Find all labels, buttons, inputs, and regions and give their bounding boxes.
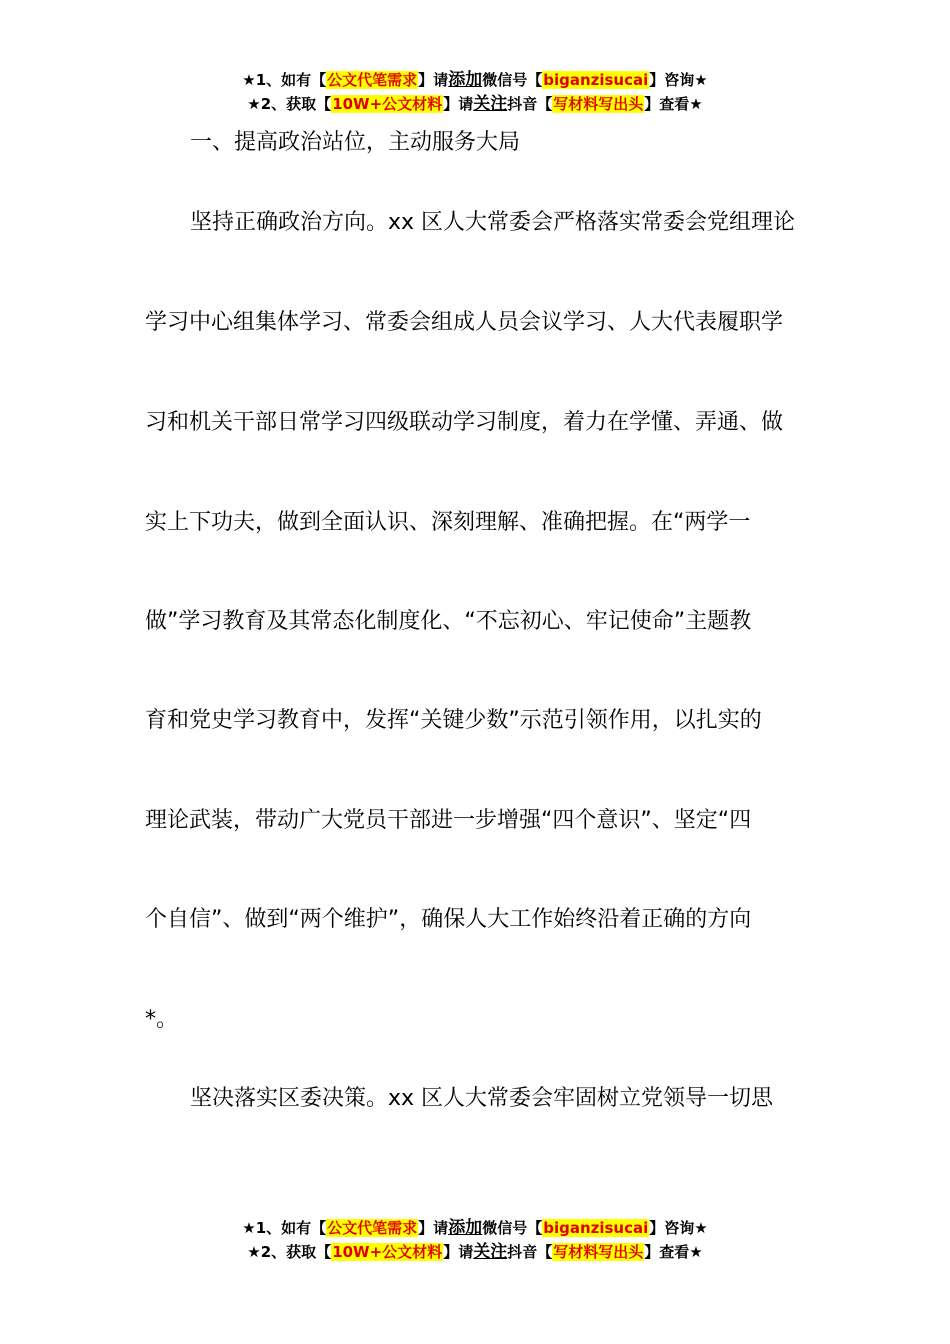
banner-text: ★2、获取【: [247, 95, 332, 113]
banner-text: 】查看★: [644, 95, 703, 113]
paragraph-line: 理论武装，带动广大党员干部进一步增强“四个意识”、坚定“四: [145, 808, 752, 833]
paragraph-line: *。: [145, 1007, 179, 1032]
highlight-douyin: 写材料写出头: [553, 95, 644, 113]
underlined-add: 添加: [448, 1218, 483, 1238]
highlight-wechat-id: biganzisucai: [543, 71, 649, 89]
highlight-service: 公文代笔需求: [327, 71, 418, 89]
banner-text: 】查看★: [644, 1243, 703, 1261]
banner-text: 】请: [443, 1243, 474, 1261]
section-heading: 一、提高政治站位，主动服务大局: [190, 130, 521, 155]
paragraph-line: 习和机关干部日常学习四级联动学习制度，着力在学懂、弄通、做: [145, 410, 784, 435]
footer-banner: [0, 1216, 950, 1264]
underlined-follow: 关注: [473, 94, 508, 114]
banner-line-1: [0, 68, 950, 92]
banner-text: 微信号【: [482, 71, 543, 89]
highlight-douyin: 写材料写出头: [553, 1243, 644, 1261]
highlight-wechat-id: biganzisucai: [543, 1219, 649, 1237]
underlined-add: 添加: [448, 70, 483, 90]
banner-text: 】请: [418, 1219, 449, 1237]
banner-text: 】请: [418, 71, 449, 89]
banner-text: 抖音【: [507, 1243, 553, 1261]
paragraph-line: 坚持正确政治方向。xx 区人大常委会严格落实常委会党组理论: [190, 210, 796, 235]
banner-line-2: [0, 92, 950, 116]
banner-text: 微信号【: [482, 1219, 543, 1237]
banner-text: 抖音【: [507, 95, 553, 113]
header-banner: [0, 68, 950, 116]
highlight-materials: 10W+公文材料: [332, 95, 443, 113]
banner-text: 】请: [443, 95, 474, 113]
highlight-service: 公文代笔需求: [327, 1219, 418, 1237]
paragraph-line: 育和党史学习教育中，发挥“关键少数”示范引领作用，以扎实的: [145, 708, 762, 733]
paragraph-line: 实上下功夫，做到全面认识、深刻理解、准确把握。在“两学一: [145, 510, 751, 535]
banner-text: 】咨询★: [649, 71, 708, 89]
paragraph-line: 做”学习教育及其常态化制度化、“不忘初心、牢记使命”主题教: [145, 609, 752, 634]
banner-text: 】咨询★: [649, 1219, 708, 1237]
paragraph-line: 坚决落实区委决策。xx 区人大常委会牢固树立党领导一切思: [190, 1086, 774, 1111]
paragraph-line: 学习中心组集体学习、常委会组成人员会议学习、人大代表履职学: [145, 310, 784, 335]
banner-line-2: [0, 1240, 950, 1264]
highlight-materials: 10W+公文材料: [332, 1243, 443, 1261]
banner-line-1: [0, 1216, 950, 1240]
banner-text: ★1、如有【: [242, 71, 327, 89]
banner-text: ★2、获取【: [247, 1243, 332, 1261]
banner-text: ★1、如有【: [242, 1219, 327, 1237]
paragraph-line: 个自信”、做到“两个维护”，确保人大工作始终沿着正确的方向: [145, 907, 752, 932]
underlined-follow: 关注: [473, 1242, 508, 1262]
